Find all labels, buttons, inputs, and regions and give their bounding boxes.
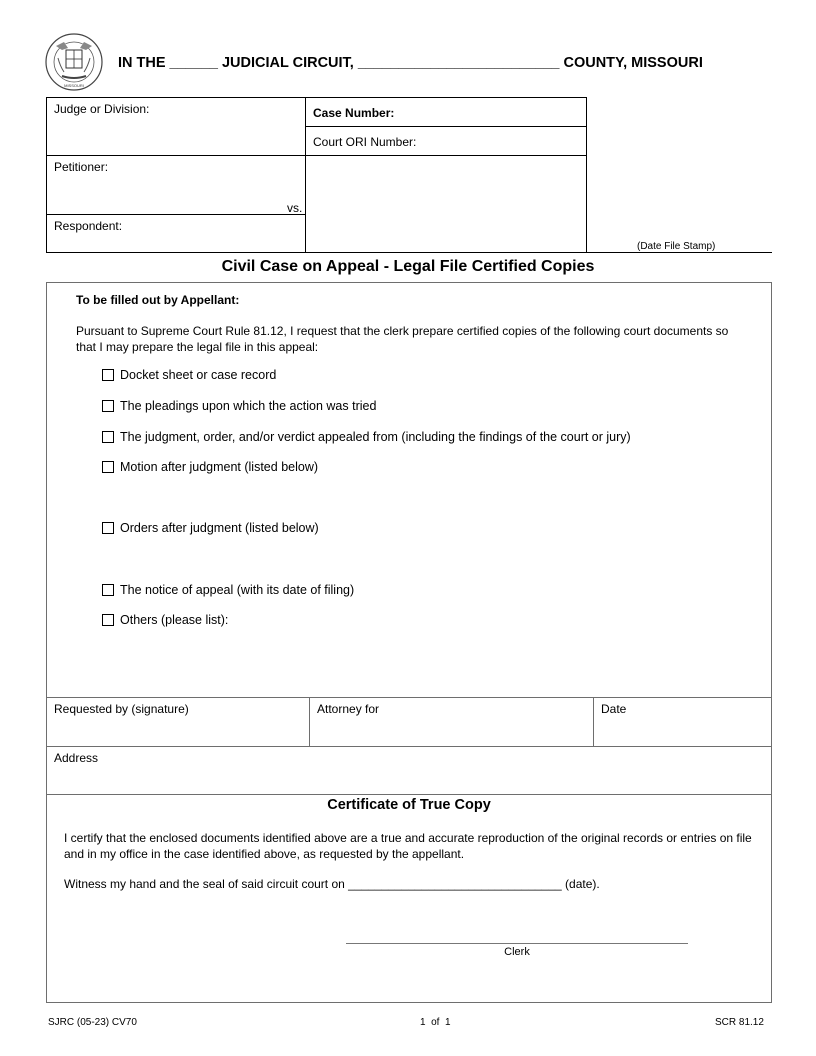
appellant-heading: To be filled out by Appellant: [76, 293, 240, 307]
attorney-for-field[interactable]: Attorney for [317, 702, 380, 716]
caption-bottom-border [46, 252, 772, 253]
judge-division-field[interactable]: Judge or Division: [54, 102, 150, 116]
page-total: 1 [445, 1017, 451, 1028]
signature-divider-2 [593, 697, 594, 746]
clerk-signature-line[interactable] [346, 943, 688, 944]
checkbox-label: The judgment, order, and/or verdict appealed from (including the findings of the court or jury) [120, 430, 631, 444]
rule-reference: SCR 81.12 [715, 1017, 764, 1028]
checkbox-label: Orders after judgment (listed below) [120, 521, 319, 535]
appellant-intro-text: Pursuant to Supreme Court Rule 81.12, I request that the clerk prepare certified copies of the following court documents so that I may prepare the legal file in this appeal: [76, 324, 729, 354]
address-field[interactable]: Address [54, 751, 99, 765]
requested-by-field[interactable]: Requested by (signature) [54, 702, 189, 716]
clerk-label: Clerk [504, 946, 530, 958]
caption-middle-divider [305, 97, 306, 253]
certificate-top [46, 794, 772, 795]
checkbox-label: The notice of appeal (with its date of filing) [120, 583, 355, 597]
caption-case-number-divider [305, 126, 587, 127]
checkbox-label: Others (please list): [120, 613, 229, 627]
certificate-body: I certify that the enclosed documents identified above are a true and accurate reproduction of the original records or entries on file and in my office in the case identified above, as requested by the appellant. [64, 831, 752, 861]
checkbox-label: Motion after judgment (listed below) [120, 460, 319, 474]
certificate-witness-line: Witness my hand and the seal of said circuit court on ________________________________ (date). [64, 877, 600, 891]
court-ori-field[interactable]: Court ORI Number: [313, 135, 417, 149]
checkbox-pleadings[interactable] [102, 400, 114, 412]
court-header-title: IN THE ______ JUDICIAL CIRCUIT, _________________________ COUNTY, MISSOURI [118, 55, 703, 71]
checkbox-notice-of-appeal[interactable] [102, 584, 114, 596]
case-number-field[interactable]: Case Number: [313, 106, 395, 120]
form-id: SJRC (05-23) CV70 [48, 1017, 137, 1028]
address-row-top [46, 746, 772, 747]
caption-top-border [46, 97, 587, 98]
signature-row-top [46, 697, 772, 698]
checkbox-label: The pleadings upon which the action was tried [120, 399, 377, 413]
caption-right-border [586, 97, 587, 253]
seal-banner-text: MISSOURI [64, 83, 84, 88]
page-of: of [431, 1017, 440, 1028]
checkbox-judgment[interactable] [102, 431, 114, 443]
signature-divider-1 [309, 697, 310, 746]
caption-vs-divider [46, 214, 306, 215]
caption-row-divider [46, 155, 587, 156]
checkbox-label: Docket sheet or case record [120, 368, 277, 382]
checkbox-docket-sheet[interactable] [102, 369, 114, 381]
petitioner-field[interactable]: Petitioner: [54, 160, 109, 174]
certificate-title: Certificate of True Copy [327, 797, 491, 813]
main-form-box [46, 282, 772, 1003]
vs-label: vs. [287, 201, 303, 215]
caption-left-border [46, 97, 47, 253]
missouri-state-seal [42, 32, 106, 92]
checkbox-motion-after-judgment[interactable] [102, 461, 114, 473]
page-indicator [420, 1017, 451, 1028]
page-current: 1 [420, 1017, 426, 1028]
checkbox-others[interactable] [102, 614, 114, 626]
date-file-stamp-label: (Date File Stamp) [637, 241, 716, 252]
respondent-field[interactable]: Respondent: [54, 219, 123, 233]
checkbox-orders-after-judgment[interactable] [102, 522, 114, 534]
form-title: Civil Case on Appeal - Legal File Certified Copies [221, 258, 595, 275]
date-field[interactable]: Date [601, 702, 627, 716]
